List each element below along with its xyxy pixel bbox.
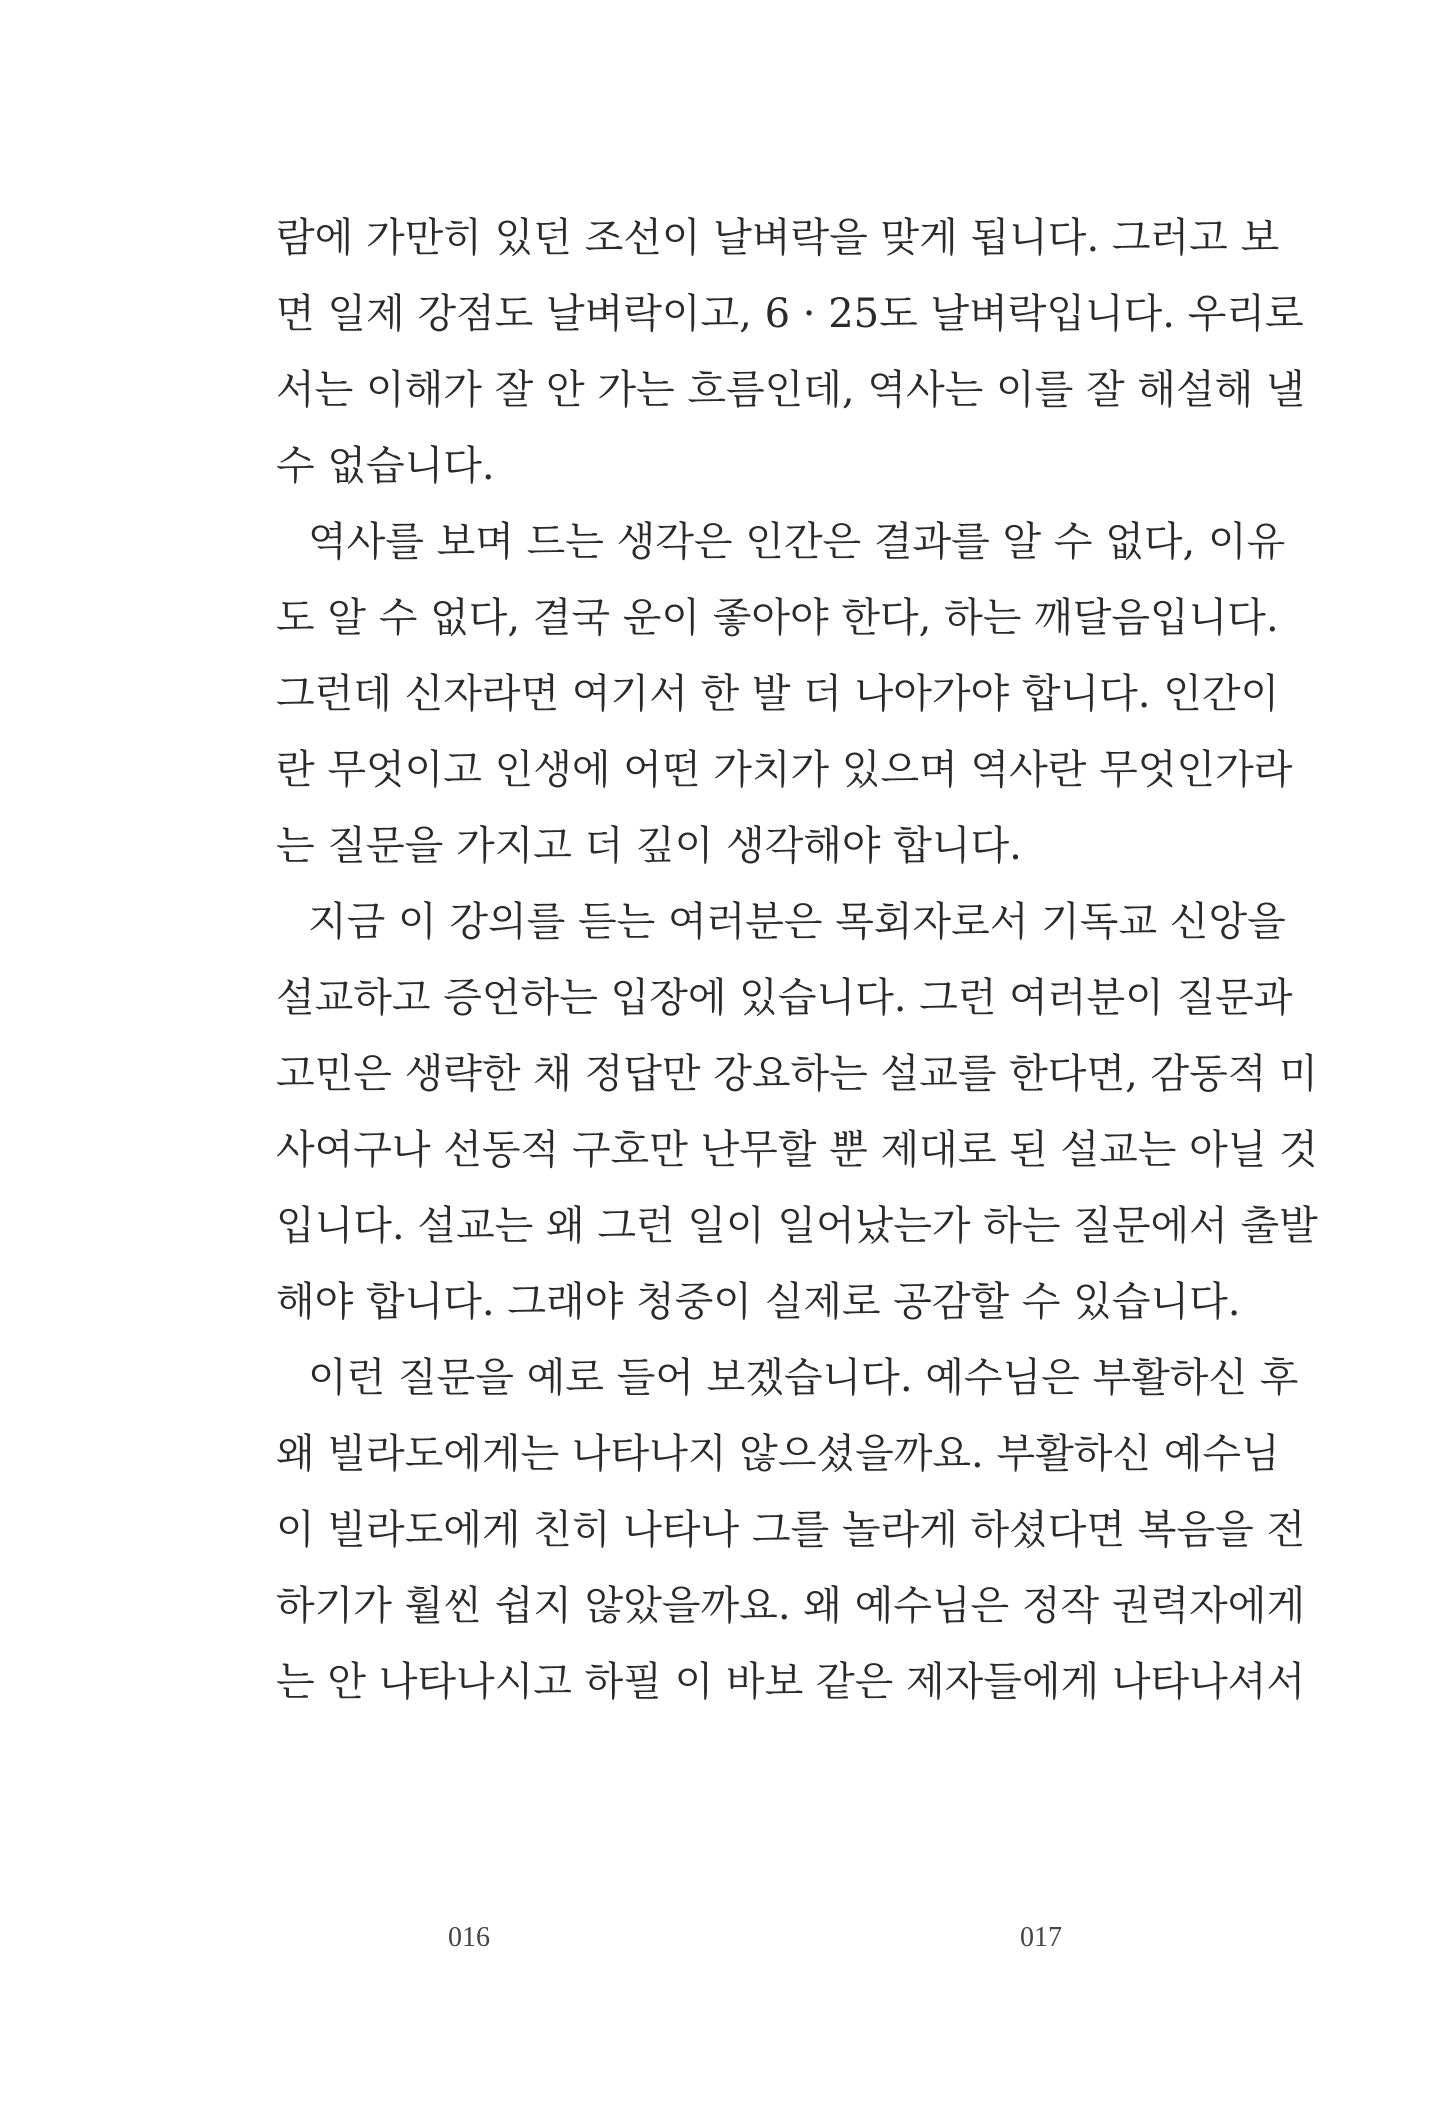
text-line: 이 빌라도에게 친히 나타나 그를 놀라게 하셨다면 복음을 전 bbox=[276, 1507, 1306, 1553]
text-line: 면 일제 강점도 날벼락이고, 6 · 25도 날벼락입니다. 우리로 bbox=[276, 291, 1304, 337]
text-line: 도 알 수 없다, 결국 운이 좋아야 한다, 하는 깨달음입니다. bbox=[276, 595, 1279, 641]
text-line: 란 무엇이고 인생에 어떤 가치가 있으며 역사란 무엇인가라 bbox=[276, 747, 1293, 793]
text-line: 는 안 나타나시고 하필 이 바보 같은 제자들에게 나타나셔서 bbox=[276, 1659, 1306, 1705]
text-line: 하기가 훨씬 쉽지 않았을까요. 왜 예수님은 정작 권력자에게 bbox=[276, 1583, 1306, 1629]
text-line: 람에 가만히 있던 조선이 날벼락을 맞게 됩니다. 그러고 보 bbox=[276, 215, 1280, 261]
text-line: 입니다. 설교는 왜 그런 일이 일어났는가 하는 질문에서 출발 bbox=[276, 1203, 1318, 1249]
text-line: 는 질문을 가지고 더 깊이 생각해야 합니다. bbox=[276, 823, 1022, 869]
text-line: 해야 합니다. 그래야 청중이 실제로 공감할 수 있습니다. bbox=[276, 1279, 1241, 1325]
text-line: 사여구나 선동적 구호만 난무할 뿐 제대로 된 설교는 아닐 것 bbox=[276, 1127, 1318, 1173]
text-line: 수 없습니다. bbox=[276, 443, 495, 489]
text-line: 고민은 생략한 채 정답만 강요하는 설교를 한다면, 감동적 미 bbox=[276, 1051, 1318, 1097]
page-number-right: 017 bbox=[1020, 1922, 1062, 1953]
text-line: 설교하고 증언하는 입장에 있습니다. 그런 여러분이 질문과 bbox=[276, 975, 1293, 1021]
text-line: 서는 이해가 잘 안 가는 흐름인데, 역사는 이를 잘 해설해 낼 bbox=[276, 367, 1305, 413]
text-line: 그런데 신자라면 여기서 한 발 더 나아가야 합니다. 인간이 bbox=[276, 671, 1280, 717]
page-number-left: 016 bbox=[448, 1922, 490, 1953]
text-line: 역사를 보며 드는 생각은 인간은 결과를 알 수 없다, 이유 bbox=[308, 519, 1286, 565]
text-line: 왜 빌라도에게는 나타나지 않으셨을까요. 부활하신 예수님 bbox=[276, 1431, 1280, 1477]
text-line: 이런 질문을 예로 들어 보겠습니다. 예수님은 부활하신 후 bbox=[308, 1355, 1299, 1401]
text-line: 지금 이 강의를 듣는 여러분은 목회자로서 기독교 신앙을 bbox=[308, 899, 1286, 945]
